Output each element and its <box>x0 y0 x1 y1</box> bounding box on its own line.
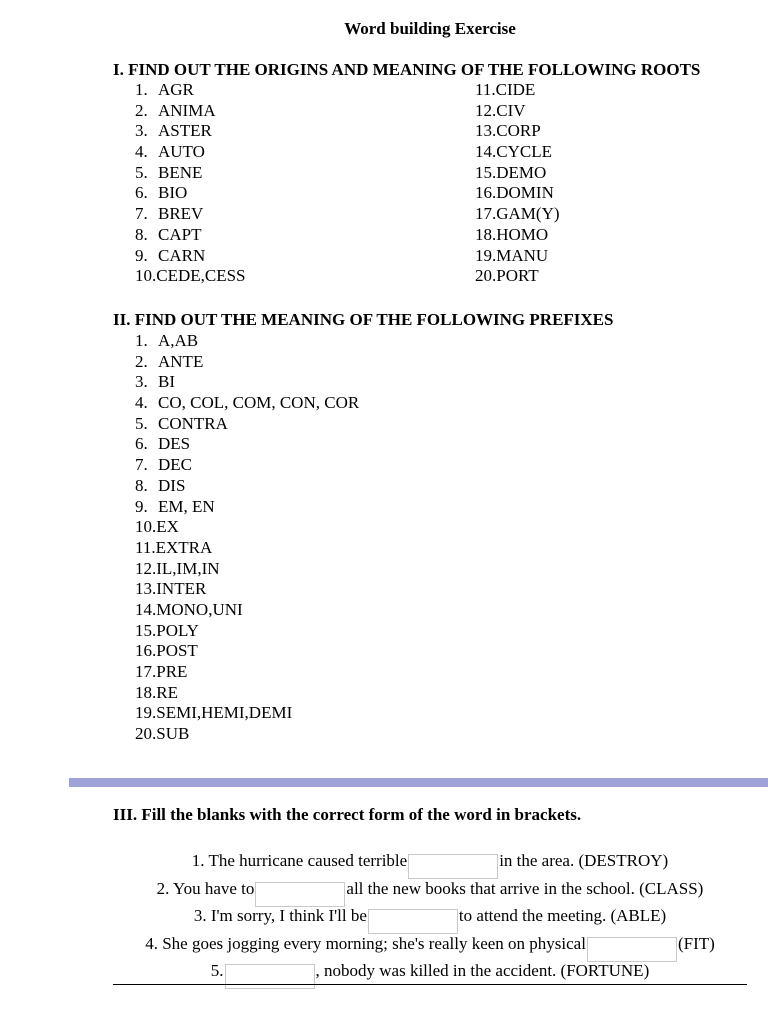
list-item: 12.IL,IM,IN <box>135 558 220 578</box>
list-item: 19.SEMI,HEMI,DEMI <box>135 703 293 723</box>
list-item: 9. EM, EN <box>135 496 215 516</box>
sentence-3: 3. I'm sorry, I think I'll be to attend the meeting. (ABLE) <box>113 905 747 933</box>
page-title: Word building Exercise <box>344 19 516 38</box>
list-item: 13.INTER <box>135 579 207 599</box>
list-item: 10.CEDE,CESS <box>135 266 246 286</box>
list-item: 17.PRE <box>135 662 188 681</box>
list-item: 12.CIV <box>475 100 526 120</box>
list-item: 16.DOMIN <box>475 183 554 203</box>
list-item: 2. ANIMA <box>135 100 216 120</box>
list-item: 15.POLY <box>135 620 199 640</box>
list-item: 1. AGR <box>135 80 194 99</box>
list-item: 14.CYCLE <box>475 142 552 162</box>
sentence-4: 4. She goes jogging every morning; she's really keen on physical (FIT) <box>113 933 747 961</box>
list-item: 19.MANU <box>475 245 549 265</box>
list-item: 20.PORT <box>475 266 539 286</box>
list-item: 13.CORP <box>475 121 541 141</box>
answer-input-5[interactable] <box>225 964 315 989</box>
list-item: 1. A,AB <box>135 331 199 350</box>
list-item: 11.CIDE <box>475 80 536 99</box>
list-item: 2. ANTE <box>135 351 204 371</box>
sentence-2: 2. You have to all the new books that arrive in the school. (CLASS) <box>113 878 747 906</box>
list-item: 17.GAM(Y) <box>475 204 560 224</box>
roots-list-column-b <box>475 80 560 287</box>
list-item: 7. DEC <box>135 455 192 475</box>
prefixes-list <box>135 331 359 745</box>
list-item: 16.POST <box>135 641 198 661</box>
answer-input-2[interactable] <box>255 882 345 907</box>
section-3-heading: III. Fill the blanks with the correct form of the word in brackets. <box>113 805 582 824</box>
answer-input-3[interactable] <box>368 909 458 934</box>
section-2-heading: II. FIND OUT THE MEANING OF THE FOLLOWING PREFIXES <box>113 310 614 329</box>
list-item: 11.EXTRA <box>135 537 213 557</box>
list-item: 15.DEMO <box>475 162 547 182</box>
list-item: 14.MONO,UNI <box>135 599 243 619</box>
list-item: 3. ASTER <box>135 121 212 141</box>
list-item: 10.EX <box>135 517 179 537</box>
section-1-heading: I. FIND OUT THE ORIGINS AND MEANING OF THE FOLLOWING ROOTS <box>113 60 701 79</box>
list-item: 18.RE <box>135 682 178 702</box>
list-item: 20.SUB <box>135 724 190 744</box>
answer-input-1[interactable] <box>408 854 498 879</box>
list-item: 4. AUTO <box>135 142 205 162</box>
fill-in-sentences <box>113 850 747 988</box>
list-item: 6. DES <box>135 434 191 454</box>
list-item: 9. CARN <box>135 245 206 265</box>
roots-list-column-a <box>135 80 246 287</box>
list-item: 7. BREV <box>135 204 204 224</box>
bottom-rule <box>113 984 747 985</box>
list-item: 5. BENE <box>135 162 203 182</box>
list-item: 3. BI <box>135 372 175 392</box>
list-item: 8. DIS <box>135 475 186 495</box>
section-divider <box>69 778 768 787</box>
list-item: 8. CAPT <box>135 224 202 244</box>
list-item: 5. CONTRA <box>135 413 228 433</box>
list-item: 6. BIO <box>135 183 188 203</box>
sentence-5: 5. , nobody was killed in the accident. (FORTUNE) <box>113 960 747 988</box>
list-item: 18.HOMO <box>475 224 549 244</box>
sentence-1: 1. The hurricane caused terrible in the area. (DESTROY) <box>113 850 747 878</box>
list-item: 4. CO, COL, COM, CON, COR <box>135 393 360 413</box>
answer-input-4[interactable] <box>587 937 677 962</box>
